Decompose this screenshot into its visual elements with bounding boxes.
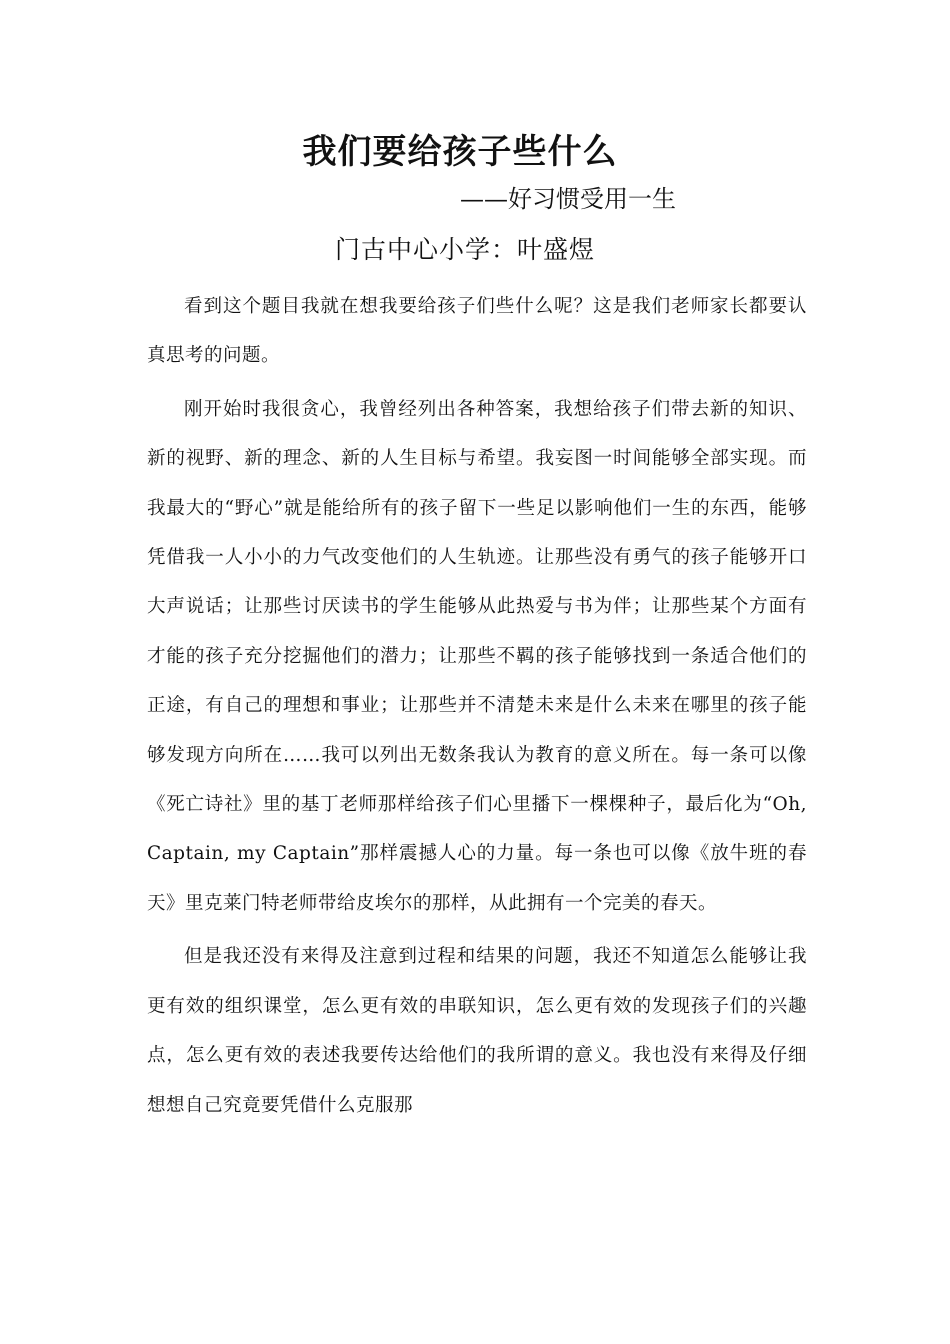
paragraph-3: 但是我还没有来得及注意到过程和结果的问题，我还不知道怎么能够让我更有效的组织课堂，怎么更有效的串联知识，怎么更有效的发现孩子们的兴趣点，怎么更有效的表述我要传达给他们的我所谓的意义。我也没有来得及仔细想想自己究竟要凭借什么克服那 [147,946,807,1116]
document-title: 我们要给孩子些什么 [302,132,618,172]
document-body [147,282,807,1134]
author-line: 门古中心小学：叶盛煜 [334,235,595,264]
paragraph-1: 看到这个题目我就在想我要给孩子们些什么呢？这是我们老师家长都要认真思考的问题。 [147,296,807,367]
paragraph-2: 刚开始时我很贪心，我曾经列出各种答案，我想给孩子们带去新的知识、新的视野、新的理念、新的人生目标与希望。我妄图一时间能够全部实现。而我最大的“野心”就是能给所有的孩子留下一些足以影响他们一生的东西，能够凭借我一人小小的力气改变他们的人生轨迹。让那些没有勇气的孩子能够开口大声说话；让那些讨厌读书的学生能够从此热爱与书为伴；让那些某个方面有才能的孩子充分挖掘他们的潜力；让那些不羁的孩子能够找到一条适合他们的正途，有自己的理想和事业；让那些并不清楚未来是什么未来在哪里的孩子能够发现方向所在……我可以列出无数条我认为教育的意义所在。每一条可以像《死亡诗社》里的基丁老师那样给孩子们心里播下一棵棵种子，最后化为“Oh, Captain, my Captain”那样震撼人心的力量。每一条也可以像《放牛班的春天》里克莱门特老师带给皮埃尔的那样，从此拥有一个完美的春天。 [147,398,807,914]
document-subtitle: ——好习惯受用一生 [460,185,676,213]
